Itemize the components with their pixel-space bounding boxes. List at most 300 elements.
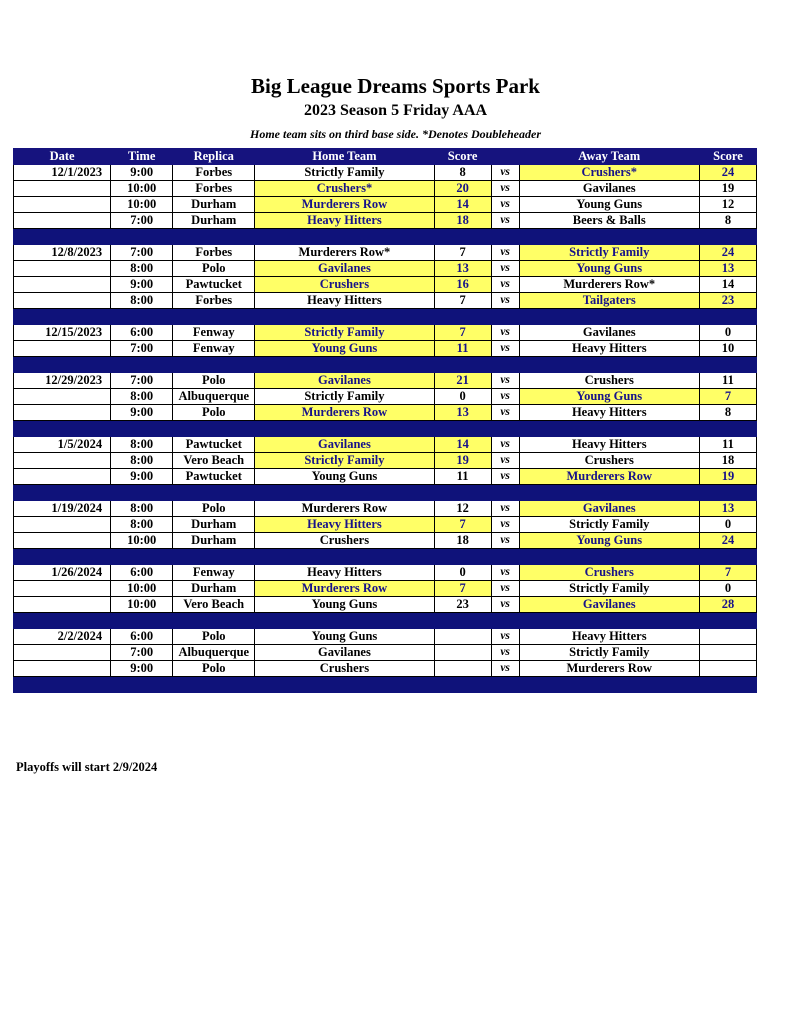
- home-score-cell: 7: [434, 293, 491, 309]
- replica-cell: Forbes: [173, 165, 255, 181]
- game-row: [14, 469, 757, 485]
- game-row: [14, 597, 757, 613]
- away-score-cell: 0: [699, 325, 756, 341]
- week-separator-row: [14, 549, 757, 565]
- separator-cell: [699, 549, 756, 565]
- vs-cell: vs: [491, 501, 519, 517]
- week-separator-row: [14, 613, 757, 629]
- separator-cell: [173, 677, 255, 693]
- home-team-cell: Young Guns: [255, 629, 434, 645]
- game-row: [14, 245, 757, 261]
- separator-cell: [111, 421, 173, 437]
- replica-cell: Fenway: [173, 325, 255, 341]
- home-team-cell: Crushers: [255, 533, 434, 549]
- away-score-cell: 12: [699, 197, 756, 213]
- replica-cell: Durham: [173, 197, 255, 213]
- home-score-cell: 8: [434, 165, 491, 181]
- separator-cell: [173, 613, 255, 629]
- home-score-cell: 11: [434, 469, 491, 485]
- separator-cell: [14, 357, 111, 373]
- home-team-cell: Murderers Row: [255, 197, 434, 213]
- away-score-cell: 19: [699, 469, 756, 485]
- replica-cell: Polo: [173, 373, 255, 389]
- time-cell: 6:00: [111, 629, 173, 645]
- away-team-cell: Heavy Hitters: [519, 437, 699, 453]
- doubleheader-note: Home team sits on third base side. *Denotes Doubleheader: [250, 127, 541, 141]
- date-cell: [14, 197, 111, 213]
- date-cell: 1/26/2024: [14, 565, 111, 581]
- replica-cell: Polo: [173, 405, 255, 421]
- time-cell: 9:00: [111, 405, 173, 421]
- separator-cell: [699, 309, 756, 325]
- vs-cell: vs: [491, 341, 519, 357]
- away-score-cell: 19: [699, 181, 756, 197]
- season-subtitle: 2023 Season 5 Friday AAA: [303, 102, 488, 119]
- away-score-cell: [699, 629, 756, 645]
- replica-cell: Forbes: [173, 181, 255, 197]
- away-score-cell: 28: [699, 597, 756, 613]
- time-cell: 6:00: [111, 565, 173, 581]
- away-score-cell: 0: [699, 581, 756, 597]
- home-score-cell: [434, 629, 491, 645]
- vs-cell: vs: [491, 325, 519, 341]
- time-cell: 8:00: [111, 389, 173, 405]
- date-cell: 12/8/2023: [14, 245, 111, 261]
- home-score-cell: 19: [434, 453, 491, 469]
- separator-cell: [519, 485, 699, 501]
- away-team-cell: Young Guns: [519, 261, 699, 277]
- home-score-cell: 13: [434, 261, 491, 277]
- date-cell: 1/5/2024: [14, 437, 111, 453]
- away-team-cell: Murderers Row: [519, 469, 699, 485]
- time-cell: 9:00: [111, 277, 173, 293]
- home-score-cell: 0: [434, 389, 491, 405]
- separator-cell: [434, 677, 491, 693]
- date-cell: [14, 661, 111, 677]
- vs-cell: vs: [491, 389, 519, 405]
- separator-cell: [491, 229, 519, 245]
- time-cell: 7:00: [111, 245, 173, 261]
- time-cell: 9:00: [111, 469, 173, 485]
- away-team-cell: Young Guns: [519, 533, 699, 549]
- separator-cell: [519, 309, 699, 325]
- away-team-cell: Gavilanes: [519, 325, 699, 341]
- col-vs: [491, 149, 519, 165]
- date-cell: [14, 261, 111, 277]
- home-team-cell: Heavy Hitters: [255, 517, 434, 533]
- vs-cell: vs: [491, 453, 519, 469]
- separator-cell: [14, 549, 111, 565]
- home-team-cell: Strictly Family: [255, 165, 434, 181]
- time-cell: 7:00: [111, 373, 173, 389]
- away-score-cell: 24: [699, 165, 756, 181]
- col-away-score: Score: [699, 149, 756, 165]
- home-score-cell: 16: [434, 277, 491, 293]
- separator-cell: [434, 485, 491, 501]
- away-score-cell: 7: [699, 565, 756, 581]
- game-row: [14, 405, 757, 421]
- time-cell: 10:00: [111, 197, 173, 213]
- time-cell: 8:00: [111, 501, 173, 517]
- page-title: Big League Dreams Sports Park: [251, 74, 540, 98]
- date-cell: [14, 469, 111, 485]
- away-team-cell: Gavilanes: [519, 501, 699, 517]
- separator-cell: [111, 613, 173, 629]
- replica-cell: Durham: [173, 533, 255, 549]
- game-row: [14, 437, 757, 453]
- home-score-cell: 7: [434, 245, 491, 261]
- time-cell: 10:00: [111, 597, 173, 613]
- time-cell: 7:00: [111, 213, 173, 229]
- away-team-cell: Crushers: [519, 373, 699, 389]
- vs-cell: vs: [491, 181, 519, 197]
- home-team-cell: Gavilanes: [255, 645, 434, 661]
- replica-cell: Polo: [173, 661, 255, 677]
- home-team-cell: Strictly Family: [255, 325, 434, 341]
- time-cell: 7:00: [111, 645, 173, 661]
- separator-cell: [255, 421, 434, 437]
- header-row: [14, 149, 757, 165]
- home-score-cell: [434, 645, 491, 661]
- separator-cell: [173, 229, 255, 245]
- home-score-cell: 12: [434, 501, 491, 517]
- away-team-cell: Young Guns: [519, 389, 699, 405]
- game-row: [14, 389, 757, 405]
- game-row: [14, 197, 757, 213]
- separator-cell: [434, 421, 491, 437]
- away-team-cell: Beers & Balls: [519, 213, 699, 229]
- date-cell: 2/2/2024: [14, 629, 111, 645]
- separator-cell: [173, 357, 255, 373]
- home-score-cell: 18: [434, 533, 491, 549]
- separator-cell: [111, 309, 173, 325]
- week-separator-row: [14, 357, 757, 373]
- home-score-cell: 13: [434, 405, 491, 421]
- separator-cell: [491, 677, 519, 693]
- home-team-cell: Young Guns: [255, 341, 434, 357]
- away-team-cell: Heavy Hitters: [519, 341, 699, 357]
- away-team-cell: Strictly Family: [519, 245, 699, 261]
- game-row: [14, 277, 757, 293]
- date-cell: [14, 181, 111, 197]
- away-team-cell: Crushers: [519, 453, 699, 469]
- time-cell: 10:00: [111, 181, 173, 197]
- playoffs-note: Playoffs will start 2/9/2024: [16, 760, 158, 774]
- week-separator-row: [14, 485, 757, 501]
- game-row: [14, 533, 757, 549]
- separator-cell: [434, 229, 491, 245]
- game-row: [14, 517, 757, 533]
- away-score-cell: [699, 645, 756, 661]
- col-away-team: Away Team: [519, 149, 699, 165]
- separator-cell: [173, 549, 255, 565]
- time-cell: 9:00: [111, 661, 173, 677]
- time-cell: 8:00: [111, 293, 173, 309]
- home-team-cell: Crushers*: [255, 181, 434, 197]
- game-row: [14, 181, 757, 197]
- col-replica: Replica: [173, 149, 255, 165]
- vs-cell: vs: [491, 469, 519, 485]
- home-team-cell: Murderers Row: [255, 581, 434, 597]
- separator-cell: [255, 309, 434, 325]
- replica-cell: Forbes: [173, 245, 255, 261]
- game-row: [14, 261, 757, 277]
- vs-cell: vs: [491, 517, 519, 533]
- separator-cell: [111, 549, 173, 565]
- away-team-cell: Strictly Family: [519, 581, 699, 597]
- home-team-cell: Gavilanes: [255, 261, 434, 277]
- separator-cell: [699, 357, 756, 373]
- replica-cell: Fenway: [173, 341, 255, 357]
- vs-cell: vs: [491, 277, 519, 293]
- separator-cell: [699, 485, 756, 501]
- away-team-cell: Murderers Row: [519, 661, 699, 677]
- separator-cell: [111, 229, 173, 245]
- date-cell: [14, 453, 111, 469]
- away-score-cell: 13: [699, 261, 756, 277]
- date-cell: [14, 597, 111, 613]
- home-score-cell: 14: [434, 437, 491, 453]
- separator-cell: [111, 677, 173, 693]
- vs-cell: vs: [491, 197, 519, 213]
- game-row: [14, 501, 757, 517]
- separator-cell: [173, 485, 255, 501]
- away-team-cell: Gavilanes: [519, 181, 699, 197]
- separator-cell: [434, 309, 491, 325]
- game-row: [14, 629, 757, 645]
- replica-cell: Albuquerque: [173, 645, 255, 661]
- vs-cell: vs: [491, 213, 519, 229]
- home-score-cell: 0: [434, 565, 491, 581]
- home-team-cell: Heavy Hitters: [255, 293, 434, 309]
- replica-cell: Pawtucket: [173, 437, 255, 453]
- separator-cell: [255, 357, 434, 373]
- away-score-cell: 11: [699, 437, 756, 453]
- separator-cell: [519, 357, 699, 373]
- date-cell: 12/1/2023: [14, 165, 111, 181]
- vs-cell: vs: [491, 165, 519, 181]
- home-score-cell: [434, 661, 491, 677]
- separator-cell: [491, 613, 519, 629]
- separator-cell: [14, 677, 111, 693]
- date-cell: 12/15/2023: [14, 325, 111, 341]
- vs-cell: vs: [491, 645, 519, 661]
- time-cell: 9:00: [111, 165, 173, 181]
- separator-cell: [699, 421, 756, 437]
- replica-cell: Polo: [173, 629, 255, 645]
- separator-cell: [14, 613, 111, 629]
- replica-cell: Durham: [173, 213, 255, 229]
- separator-cell: [519, 229, 699, 245]
- away-team-cell: Crushers*: [519, 165, 699, 181]
- vs-cell: vs: [491, 565, 519, 581]
- home-team-cell: Young Guns: [255, 469, 434, 485]
- away-score-cell: 10: [699, 341, 756, 357]
- time-cell: 6:00: [111, 325, 173, 341]
- away-score-cell: 11: [699, 373, 756, 389]
- away-score-cell: 24: [699, 245, 756, 261]
- date-cell: [14, 405, 111, 421]
- date-cell: [14, 213, 111, 229]
- week-separator-row: [14, 421, 757, 437]
- game-row: [14, 565, 757, 581]
- separator-cell: [491, 485, 519, 501]
- away-team-cell: Crushers: [519, 565, 699, 581]
- away-team-cell: Young Guns: [519, 197, 699, 213]
- time-cell: 8:00: [111, 453, 173, 469]
- home-score-cell: 11: [434, 341, 491, 357]
- away-score-cell: 8: [699, 405, 756, 421]
- home-score-cell: 14: [434, 197, 491, 213]
- date-cell: [14, 645, 111, 661]
- home-team-cell: Gavilanes: [255, 373, 434, 389]
- week-separator-row: [14, 309, 757, 325]
- separator-cell: [255, 549, 434, 565]
- schedule-table: [13, 148, 757, 693]
- separator-cell: [14, 229, 111, 245]
- vs-cell: vs: [491, 533, 519, 549]
- date-cell: 12/29/2023: [14, 373, 111, 389]
- separator-cell: [434, 549, 491, 565]
- vs-cell: vs: [491, 581, 519, 597]
- away-score-cell: 18: [699, 453, 756, 469]
- home-score-cell: 20: [434, 181, 491, 197]
- away-score-cell: 13: [699, 501, 756, 517]
- separator-cell: [14, 309, 111, 325]
- replica-cell: Durham: [173, 581, 255, 597]
- separator-cell: [173, 309, 255, 325]
- separator-cell: [14, 485, 111, 501]
- away-team-cell: Heavy Hitters: [519, 629, 699, 645]
- replica-cell: Polo: [173, 261, 255, 277]
- date-cell: [14, 581, 111, 597]
- replica-cell: Albuquerque: [173, 389, 255, 405]
- replica-cell: Vero Beach: [173, 453, 255, 469]
- separator-cell: [14, 421, 111, 437]
- away-score-cell: 8: [699, 213, 756, 229]
- col-date: Date: [14, 149, 111, 165]
- away-score-cell: 14: [699, 277, 756, 293]
- date-cell: [14, 277, 111, 293]
- home-score-cell: 7: [434, 581, 491, 597]
- date-cell: [14, 533, 111, 549]
- home-team-cell: Heavy Hitters: [255, 565, 434, 581]
- away-score-cell: 0: [699, 517, 756, 533]
- game-row: [14, 213, 757, 229]
- date-cell: [14, 517, 111, 533]
- separator-cell: [434, 357, 491, 373]
- replica-cell: Forbes: [173, 293, 255, 309]
- replica-cell: Fenway: [173, 565, 255, 581]
- week-separator-row: [14, 677, 757, 693]
- game-row: [14, 645, 757, 661]
- away-team-cell: Heavy Hitters: [519, 405, 699, 421]
- separator-cell: [519, 613, 699, 629]
- home-team-cell: Gavilanes: [255, 437, 434, 453]
- away-score-cell: 23: [699, 293, 756, 309]
- vs-cell: vs: [491, 405, 519, 421]
- home-team-cell: Young Guns: [255, 597, 434, 613]
- vs-cell: vs: [491, 245, 519, 261]
- replica-cell: Durham: [173, 517, 255, 533]
- time-cell: 10:00: [111, 581, 173, 597]
- game-row: [14, 661, 757, 677]
- separator-cell: [699, 613, 756, 629]
- date-cell: [14, 389, 111, 405]
- game-row: [14, 453, 757, 469]
- game-row: [14, 325, 757, 341]
- game-row: [14, 581, 757, 597]
- away-score-cell: 24: [699, 533, 756, 549]
- home-score-cell: 23: [434, 597, 491, 613]
- home-team-cell: Crushers: [255, 277, 434, 293]
- separator-cell: [491, 549, 519, 565]
- time-cell: 8:00: [111, 437, 173, 453]
- separator-cell: [255, 677, 434, 693]
- separator-cell: [491, 421, 519, 437]
- replica-cell: Vero Beach: [173, 597, 255, 613]
- replica-cell: Polo: [173, 501, 255, 517]
- time-cell: 10:00: [111, 533, 173, 549]
- vs-cell: vs: [491, 293, 519, 309]
- week-separator-row: [14, 229, 757, 245]
- schedule-body: [14, 165, 757, 693]
- replica-cell: Pawtucket: [173, 469, 255, 485]
- separator-cell: [434, 613, 491, 629]
- col-home-team: Home Team: [255, 149, 434, 165]
- separator-cell: [519, 421, 699, 437]
- home-team-cell: Strictly Family: [255, 389, 434, 405]
- replica-cell: Pawtucket: [173, 277, 255, 293]
- home-score-cell: 7: [434, 325, 491, 341]
- time-cell: 7:00: [111, 341, 173, 357]
- separator-cell: [491, 309, 519, 325]
- col-home-score: Score: [434, 149, 491, 165]
- game-row: [14, 165, 757, 181]
- away-team-cell: Tailgaters: [519, 293, 699, 309]
- separator-cell: [699, 677, 756, 693]
- separator-cell: [255, 613, 434, 629]
- separator-cell: [699, 229, 756, 245]
- vs-cell: vs: [491, 661, 519, 677]
- home-team-cell: Murderers Row: [255, 501, 434, 517]
- separator-cell: [111, 357, 173, 373]
- home-score-cell: 18: [434, 213, 491, 229]
- separator-cell: [255, 229, 434, 245]
- date-cell: [14, 341, 111, 357]
- game-row: [14, 341, 757, 357]
- separator-cell: [111, 485, 173, 501]
- time-cell: 8:00: [111, 517, 173, 533]
- time-cell: 8:00: [111, 261, 173, 277]
- away-score-cell: 7: [699, 389, 756, 405]
- home-team-cell: Heavy Hitters: [255, 213, 434, 229]
- home-score-cell: 21: [434, 373, 491, 389]
- home-team-cell: Murderers Row: [255, 405, 434, 421]
- date-cell: [14, 293, 111, 309]
- vs-cell: vs: [491, 437, 519, 453]
- separator-cell: [519, 677, 699, 693]
- separator-cell: [519, 549, 699, 565]
- away-team-cell: Strictly Family: [519, 645, 699, 661]
- game-row: [14, 293, 757, 309]
- vs-cell: vs: [491, 373, 519, 389]
- date-cell: 1/19/2024: [14, 501, 111, 517]
- vs-cell: vs: [491, 629, 519, 645]
- separator-cell: [491, 357, 519, 373]
- separator-cell: [173, 421, 255, 437]
- away-team-cell: Gavilanes: [519, 597, 699, 613]
